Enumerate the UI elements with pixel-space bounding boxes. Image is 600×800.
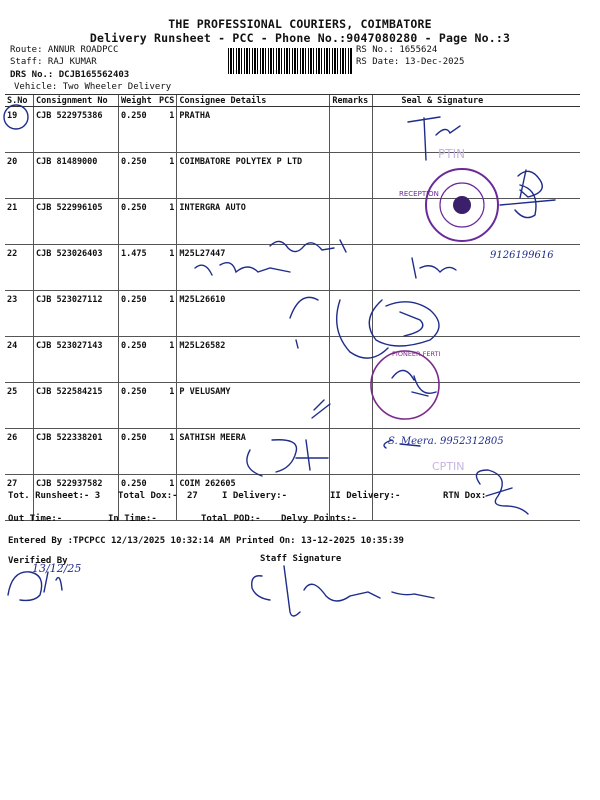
cell-pcs: 1 (157, 199, 177, 245)
cell-signature (373, 199, 580, 245)
in-time: In Time:- (108, 514, 157, 524)
staff-signature (252, 566, 434, 616)
table-row (5, 245, 580, 291)
cell-signature (373, 383, 580, 429)
cell-pcs: 1 (157, 291, 177, 337)
cell-remarks (330, 383, 373, 429)
total-pod: Total POD:- (201, 514, 261, 524)
cell-sno: 24 (5, 337, 34, 383)
cell-consignee: M25L26610 (177, 291, 330, 337)
table-header-row (5, 95, 580, 107)
cell-pcs: 1 (157, 153, 177, 199)
company-title: THE PROFESSIONAL COURIERS, COIMBATORE (168, 17, 432, 31)
cell-consignee: M25L27447 (177, 245, 330, 291)
cell-weight: 0.250 (119, 337, 158, 383)
rs-date: RS Date: 13-Dec-2025 (356, 57, 465, 67)
cell-sno: 26 (5, 429, 34, 475)
cell-weight: 0.250 (119, 429, 158, 475)
verified-signature (8, 572, 62, 601)
total-dox-value: 27 (187, 491, 198, 501)
rtn-dox: RTN Dox: (443, 491, 487, 501)
handwritten-phone-row22: 9126199616 (490, 250, 554, 261)
cell-sno: 19 (5, 107, 34, 153)
cell-weight: 1.475 (119, 245, 158, 291)
total-dox-label: Total Dox:- (118, 491, 178, 501)
col-seal-signature: Seal & Signature (373, 95, 580, 107)
table-row (5, 337, 580, 383)
col-weight: Weight (119, 95, 158, 107)
cell-remarks (330, 107, 373, 153)
i-delivery: I Delivery:- (222, 491, 288, 501)
cell-consignment: CJB 523027143 (34, 337, 119, 383)
cell-signature (373, 153, 580, 199)
cell-signature (373, 291, 580, 337)
col-sno: S.No (5, 95, 34, 107)
table-row (5, 153, 580, 199)
cell-signature (373, 245, 580, 291)
cell-weight: 0.250 (119, 153, 158, 199)
cell-remarks (330, 429, 373, 475)
entered-by: Entered By :TPCPCC 12/13/2025 10:32:14 AM (8, 536, 231, 546)
cell-remarks (330, 291, 373, 337)
stamp-text-cptin: CPTIN (432, 460, 465, 473)
cell-consignment: CJB 523027112 (34, 291, 119, 337)
staff-label: Staff: RAJ KUMAR (10, 57, 97, 67)
cell-weight: 0.250 (119, 199, 158, 245)
cell-consignee: INTERGRA AUTO (177, 199, 330, 245)
cell-weight: 0.250 (119, 475, 158, 521)
cell-pcs: 1 (157, 245, 177, 291)
total-runsheet: Tot. Runsheet:- 3 (8, 491, 101, 501)
stamp-text-reception: RECEPTION (399, 190, 439, 198)
cell-consignee: COIM 262605 (177, 475, 330, 521)
cell-signature (373, 429, 580, 475)
runsheet-subtitle: Delivery Runsheet - PCC - Phone No.:9047080280 - Page No.:3 (89, 31, 511, 45)
cell-consignment: CJB 522338201 (34, 429, 119, 475)
cell-pcs: 1 (157, 429, 177, 475)
route-label: Route: ANNUR ROADPCC (10, 45, 119, 55)
cell-remarks (330, 245, 373, 291)
cell-signature (373, 337, 580, 383)
cell-consignment: CJB 522996105 (34, 199, 119, 245)
ii-delivery: II Delivery:- (330, 491, 401, 501)
cell-pcs: 1 (157, 107, 177, 153)
cell-consignee: P VELUSAMY (177, 383, 330, 429)
cell-weight: 0.250 (119, 383, 158, 429)
cell-signature (373, 107, 580, 153)
col-consignment: Consignment No (34, 95, 119, 107)
cell-consignment: CJB 522937582 (34, 475, 119, 521)
handwritten-note-row26: S. Meera. 9952312805 (388, 436, 504, 447)
cell-pcs: 1 (157, 383, 177, 429)
out-time: Out Time:- (8, 514, 63, 524)
cell-consignee: PRATHA (177, 107, 330, 153)
cell-consignee: SATHISH MEERA (177, 429, 330, 475)
col-pcs: PCS (157, 95, 177, 107)
stamp-text-pioneer: PIONEER FERTI (392, 350, 441, 358)
verified-by-label: Verified By (8, 556, 68, 566)
stamp-text-ptin: PTIN (438, 147, 466, 161)
printed-on: Printed On: 13-12-2025 10:35:39 (236, 536, 404, 546)
cell-sno: 20 (5, 153, 34, 199)
cell-consignment: CJB 522975386 (34, 107, 119, 153)
cell-weight: 0.250 (119, 107, 158, 153)
cell-pcs: 1 (157, 337, 177, 383)
cell-pcs: 1 (157, 475, 177, 521)
cell-consignment: CJB 522584215 (34, 383, 119, 429)
staff-signature-label: Staff Signature (260, 554, 342, 564)
drs-number: DRS No.: DCJB165562403 (10, 70, 130, 80)
handwritten-verified-date: 13/12/25 (32, 562, 82, 575)
delvy-points: Delvy Points:- (281, 514, 357, 524)
cell-consignee: M25L26582 (177, 337, 330, 383)
col-remarks: Remarks (330, 95, 373, 107)
cell-sno: 23 (5, 291, 34, 337)
table-row (5, 107, 580, 153)
runsheet-table (5, 94, 580, 521)
cell-remarks (330, 337, 373, 383)
cell-sno: 22 (5, 245, 34, 291)
barcode (228, 48, 352, 74)
col-consignee: Consignee Details (177, 95, 330, 107)
table-row (5, 199, 580, 245)
cell-remarks (330, 199, 373, 245)
cell-remarks (330, 153, 373, 199)
table-row (5, 291, 580, 337)
cell-sno: 25 (5, 383, 34, 429)
table-row (5, 383, 580, 429)
cell-weight: 0.250 (119, 291, 158, 337)
vehicle-label: Vehicle: Two Wheeler Delivery (14, 82, 172, 92)
cell-sno: 21 (5, 199, 34, 245)
cell-consignment: CJB 81489000 (34, 153, 119, 199)
cell-consignment: CJB 523026403 (34, 245, 119, 291)
cell-consignee: COIMBATORE POLYTEX P LTD (177, 153, 330, 199)
table-row (5, 429, 580, 475)
rs-number: RS No.: 1655624 (356, 45, 438, 55)
cell-sno: 27 (5, 475, 34, 521)
